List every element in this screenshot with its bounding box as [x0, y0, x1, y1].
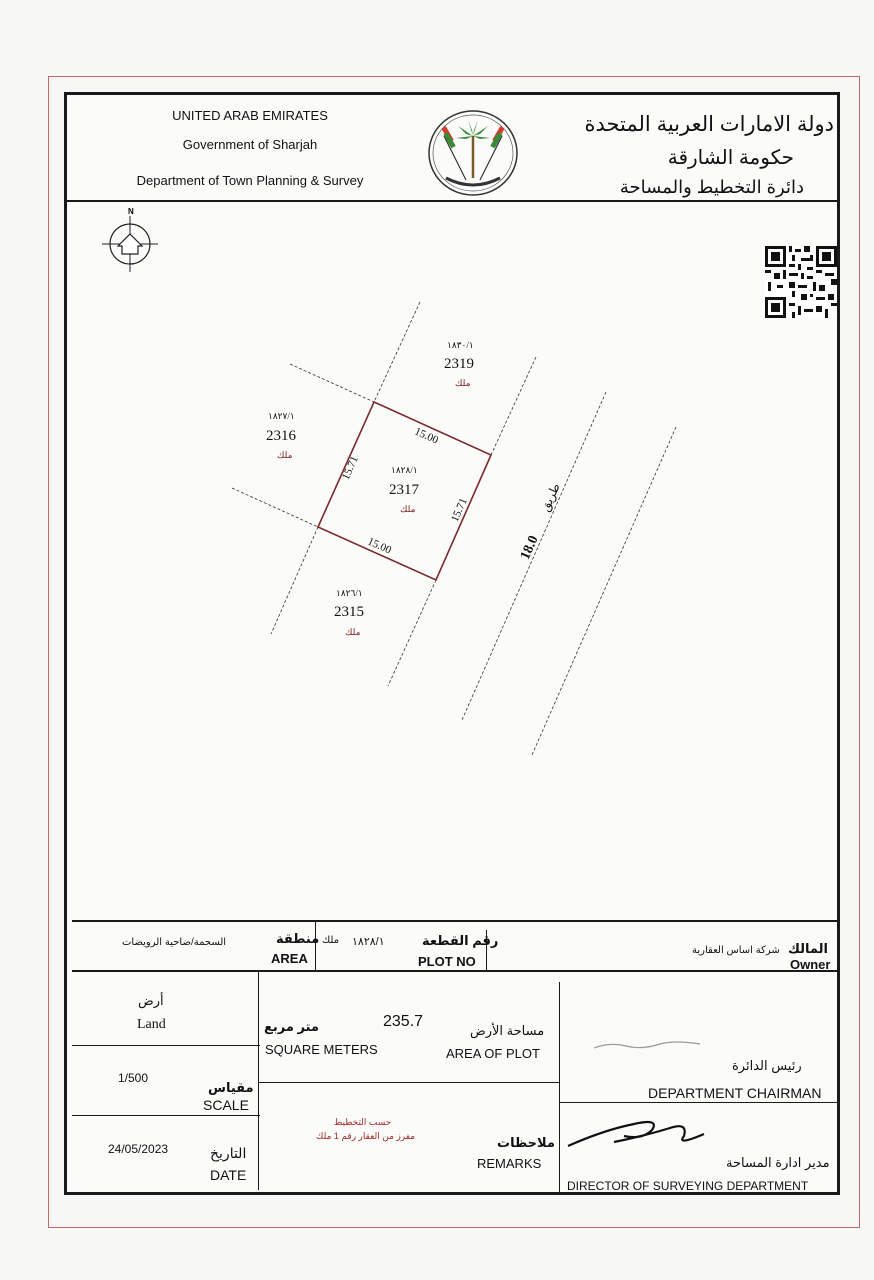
- boundary-line: [374, 302, 420, 402]
- chairman-ar: رئيس الدائرة: [732, 1058, 802, 1073]
- table-rule: [559, 1102, 839, 1103]
- header-government-ar: حكومة الشارقة: [667, 147, 794, 169]
- director-en: DIRECTOR OF SURVEYING DEPARTMENT: [567, 1179, 809, 1193]
- boundary-line: [232, 488, 318, 527]
- road-edge-line: [532, 427, 676, 755]
- boundary-line: [388, 580, 436, 686]
- land-en: Land: [137, 1017, 166, 1032]
- plot-2315-tag: ملك: [345, 627, 361, 637]
- date-label-en: DATE: [210, 1167, 247, 1183]
- road-width: 18.0: [517, 533, 542, 563]
- dimension-top: 15.00: [412, 425, 441, 447]
- plot-value: ١٨٢٨/١: [352, 936, 385, 948]
- unit-ar: متر مربع: [264, 1019, 319, 1034]
- sharjah-emblem-icon: [426, 108, 520, 198]
- plot-2319-arabic: ١٨٣٠/١: [447, 340, 474, 350]
- plot-2315-number: 2315: [334, 604, 364, 620]
- land-ar: أرض: [138, 993, 164, 1008]
- plot-2319-tag: ملك: [455, 378, 471, 388]
- owner-label-ar: المالك: [788, 941, 828, 956]
- remarks-label-ar: ملاحظات: [497, 1135, 555, 1150]
- director-signature: [564, 1112, 714, 1156]
- scale-value: 1/500: [118, 1071, 149, 1085]
- table-rule: [72, 1115, 260, 1116]
- header-department-en: Department of Town Planning & Survey: [136, 173, 364, 188]
- area-of-plot-ar: مساحة الأرض: [470, 1023, 545, 1038]
- chairman-signature: [590, 1032, 710, 1062]
- header-country-en: UNITED ARAB EMIRATES: [172, 108, 328, 123]
- boundary-line: [271, 527, 318, 634]
- owner-value: شركة اساس العقارية: [692, 945, 780, 956]
- unit-en: SQUARE METERS: [265, 1042, 378, 1057]
- dimension-right: 15.71: [448, 496, 470, 524]
- remarks-label-en: REMARKS: [477, 1156, 542, 1171]
- scale-label-ar: مقياس: [208, 1080, 254, 1095]
- plot-label-ar: رقم القطعة: [422, 933, 499, 948]
- area-label-ar: منطقة: [276, 931, 320, 946]
- boundary-line: [290, 364, 374, 402]
- boundary-line: [491, 357, 536, 455]
- plot-drawing: [66, 202, 838, 918]
- date-value: 24/05/2023: [108, 1142, 169, 1156]
- dimension-left: 15.71: [339, 454, 361, 482]
- road-label: طريق: [537, 480, 563, 514]
- plot-2316-tag: ملك: [277, 450, 293, 460]
- north-label: N: [128, 207, 134, 216]
- dimension-bottom: 15.00: [365, 535, 394, 557]
- header-government-en: Government of Sharjah: [182, 137, 318, 152]
- plot-2319-number: 2319: [444, 356, 474, 372]
- header-country-ar: دولة الامارات العربية المتحدة: [584, 113, 834, 136]
- plot-label-en: PLOT NO: [418, 954, 476, 969]
- plot-2317-tag: ملك: [400, 504, 416, 514]
- remarks-line-2: مفرز من العقار رقم 1 ملك: [316, 1131, 416, 1141]
- area-value: السحمة/ضاحية الرويضات: [122, 937, 227, 948]
- table-rule: [72, 970, 838, 972]
- plot-2317-arabic: ١٨٢٨/١: [391, 465, 418, 475]
- header-department-ar: دائرة التخطيط والمساحة: [619, 177, 804, 197]
- plot-2317-number: 2317: [389, 482, 419, 498]
- owner-label-en: Owner: [790, 957, 831, 972]
- plot-2316-number: 2316: [266, 428, 296, 444]
- director-ar: مدير ادارة المساحة: [726, 1155, 830, 1170]
- scale-label-en: SCALE: [203, 1097, 249, 1113]
- table-rule: [559, 982, 560, 1192]
- table-rule: [258, 972, 259, 1190]
- plot-tag: ملك: [322, 935, 340, 946]
- chairman-en: DEPARTMENT CHAIRMAN: [648, 1085, 822, 1101]
- remarks-line-1: حسب التخطيط: [334, 1117, 392, 1127]
- area-label-en: AREA: [271, 951, 308, 966]
- plot-2315-arabic: ١٨٢٦/١: [336, 588, 363, 598]
- table-rule: [72, 1045, 260, 1046]
- date-label-ar: التاريخ: [210, 1145, 247, 1161]
- area-of-plot-en: AREA OF PLOT: [446, 1046, 540, 1061]
- plot-2316-arabic: ١٨٢٧/١: [268, 411, 295, 421]
- plot-area-value: 235.7: [383, 1013, 424, 1030]
- table-rule: [72, 920, 838, 922]
- table-rule: [258, 1082, 560, 1083]
